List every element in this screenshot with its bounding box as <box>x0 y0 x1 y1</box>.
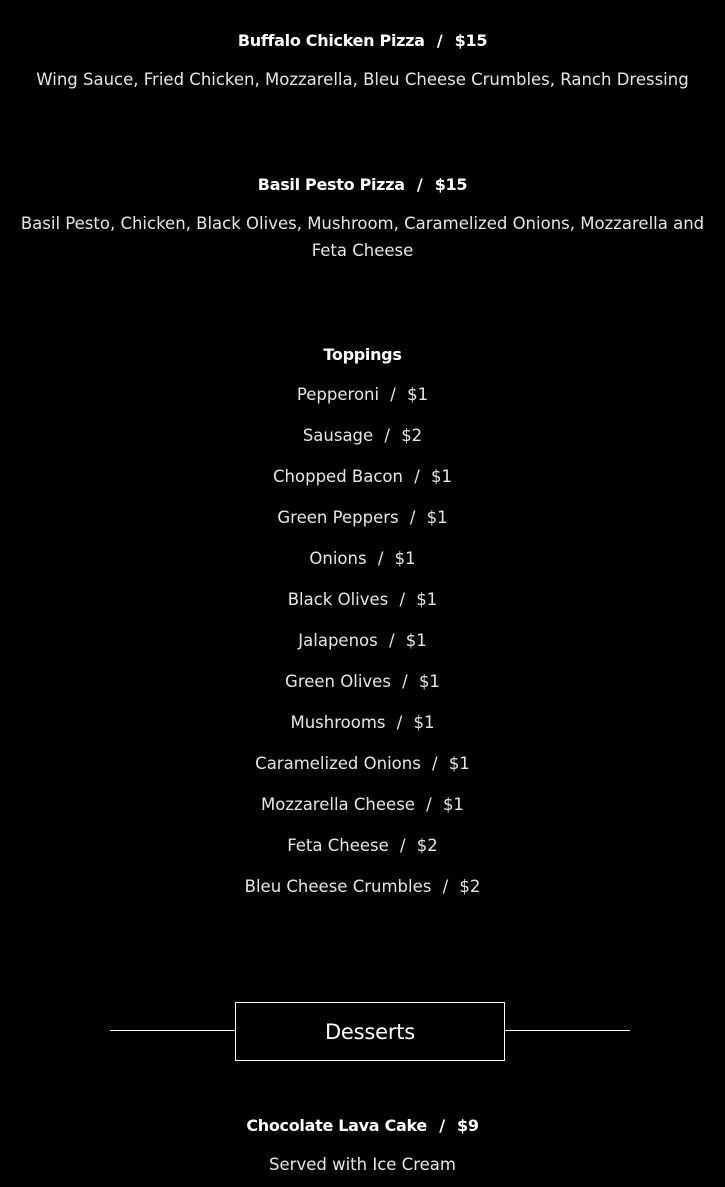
topping-name: Mushrooms <box>290 713 386 732</box>
topping-price: $1 <box>448 754 470 773</box>
topping-price: $1 <box>407 385 429 404</box>
item-name: Basil Pesto Pizza <box>257 175 405 194</box>
price-separator: / <box>400 836 406 855</box>
toppings-heading: Toppings <box>323 345 402 364</box>
section-divider-right <box>505 1030 630 1031</box>
topping-item-bleu-cheese-crumbles <box>0 876 725 917</box>
price-separator: / <box>388 631 395 650</box>
topping-name: Caramelized Onions <box>255 754 421 773</box>
topping-price: $1 <box>418 672 440 691</box>
price-separator: / <box>384 426 390 445</box>
price-separator: / <box>377 549 384 568</box>
topping-item-onions <box>0 548 725 589</box>
item-description: Served with Ice Cream <box>269 1155 456 1174</box>
topping-price: $1 <box>416 590 438 609</box>
item-description: Wing Sauce, Fried Chicken, Mozzarella, Bleu Cheese Crumbles, Ranch Dressing <box>36 70 689 89</box>
menu-item-buffalo-chicken-pizza <box>0 31 725 93</box>
topping-price: $1 <box>405 631 427 650</box>
topping-name: Jalapenos <box>298 631 378 650</box>
topping-price: $1 <box>394 549 416 568</box>
price-separator: / <box>439 1116 445 1135</box>
price-separator: / <box>399 590 406 609</box>
topping-name: Green Olives <box>285 672 391 691</box>
item-name: Chocolate Lava Cake <box>246 1116 427 1135</box>
section-heading-desserts: Desserts <box>235 1002 505 1061</box>
topping-name: Bleu Cheese Crumbles <box>244 877 432 896</box>
topping-price: $2 <box>401 426 423 445</box>
topping-name: Pepperoni <box>296 385 380 404</box>
topping-price: $2 <box>459 877 481 896</box>
topping-price: $2 <box>416 836 438 855</box>
topping-price: $1 <box>426 508 448 527</box>
topping-item-caramelized-onions <box>0 753 725 794</box>
menu-item-basil-pesto-pizza <box>0 175 725 264</box>
topping-item-black-olives <box>0 589 725 630</box>
price-separator: / <box>390 385 396 404</box>
topping-item-chopped-bacon <box>0 466 725 507</box>
topping-name: Green Peppers <box>277 508 399 527</box>
price-separator: / <box>442 877 449 896</box>
topping-item-feta-cheese <box>0 835 725 876</box>
item-title <box>0 1116 725 1136</box>
item-description: Basil Pesto, Chicken, Black Olives, Mushroom, Caramelized Onions, Mozzarella and Feta Cheese <box>20 214 705 260</box>
topping-item-mushrooms <box>0 712 725 753</box>
price-separator: / <box>402 672 408 691</box>
topping-item-green-olives <box>0 671 725 712</box>
price-separator: / <box>409 508 416 527</box>
item-price: $15 <box>434 175 468 194</box>
item-title <box>0 31 725 51</box>
price-separator: / <box>432 754 438 773</box>
item-price: $15 <box>454 31 488 50</box>
topping-name: Feta Cheese <box>287 836 389 855</box>
price-separator: / <box>426 795 432 814</box>
topping-item-pepperoni <box>0 384 725 425</box>
topping-item-sausage <box>0 425 725 466</box>
topping-price: $1 <box>430 467 452 486</box>
topping-name: Onions <box>309 549 367 568</box>
item-name: Buffalo Chicken Pizza <box>237 31 425 50</box>
toppings-list <box>0 384 725 917</box>
topping-item-jalapenos <box>0 630 725 671</box>
price-separator: / <box>396 713 403 732</box>
section-divider-left <box>110 1030 235 1031</box>
topping-name: Chopped Bacon <box>273 467 403 486</box>
topping-name: Mozzarella Cheese <box>261 795 415 814</box>
price-separator: / <box>414 467 420 486</box>
topping-name: Black Olives <box>287 590 389 609</box>
topping-name: Sausage <box>302 426 374 445</box>
item-title <box>0 175 725 195</box>
topping-price: $1 <box>442 795 464 814</box>
price-separator: / <box>416 175 423 194</box>
menu-item-chocolate-lava-cake <box>0 1116 725 1178</box>
topping-item-green-peppers <box>0 507 725 548</box>
price-separator: / <box>436 31 443 50</box>
topping-price: $1 <box>413 713 435 732</box>
topping-item-mozzarella-cheese <box>0 794 725 835</box>
item-price: $9 <box>456 1116 479 1135</box>
